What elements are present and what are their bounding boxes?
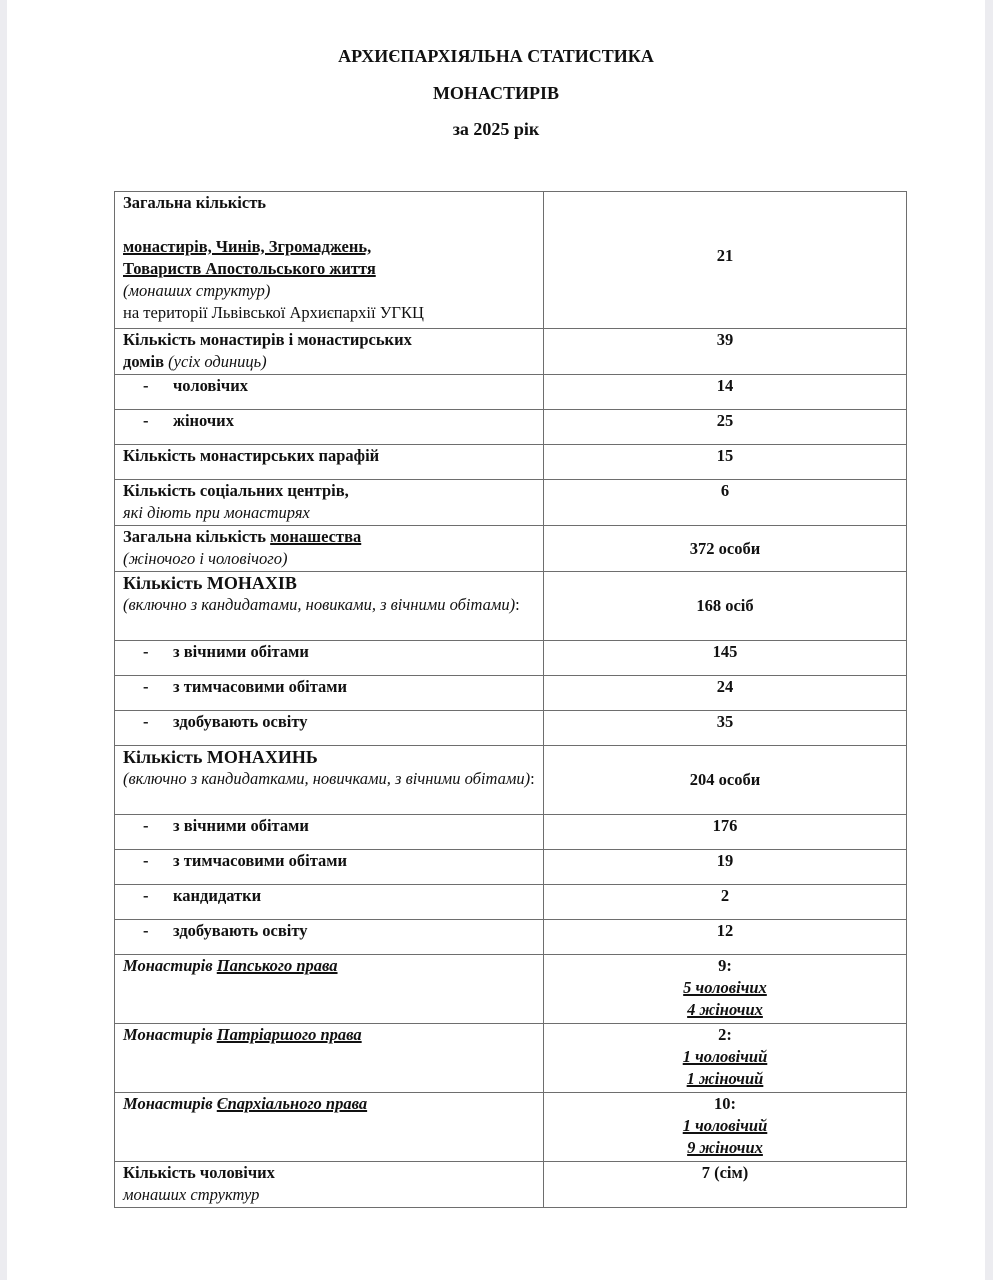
- table-row: [115, 445, 907, 480]
- label-text: жіночих: [173, 411, 234, 430]
- label-text: з тимчасовими обітами: [173, 677, 347, 696]
- row-value: [544, 955, 907, 1024]
- row-value: 6: [544, 480, 907, 526]
- row-label: [115, 375, 544, 410]
- row-value: 372 особи: [544, 526, 907, 572]
- row-value: 145: [544, 641, 907, 676]
- dash-marker: -: [143, 411, 149, 430]
- row-label: [115, 746, 544, 815]
- label-text: Кількість монастирів і монастирських: [123, 330, 412, 349]
- label-text: чоловічих: [173, 376, 248, 395]
- row-label: [115, 641, 544, 676]
- row-value: [544, 1024, 907, 1093]
- row-value: 7 (сім): [544, 1162, 907, 1208]
- table-row: [115, 480, 907, 526]
- label-note: (усіх одиниць): [168, 352, 267, 371]
- row-value: 12: [544, 920, 907, 955]
- label-text: Монастирів: [123, 1094, 217, 1113]
- table-row: [115, 1093, 907, 1162]
- table-row: [115, 375, 907, 410]
- value-breakdown: 5 чоловічих: [683, 978, 767, 997]
- label-text: Кількість МОНАХИНЬ: [123, 747, 318, 767]
- row-label: [115, 410, 544, 445]
- row-label: [115, 850, 544, 885]
- row-label: [115, 480, 544, 526]
- table-row: [115, 815, 907, 850]
- row-value: 2: [544, 885, 907, 920]
- table-row: [115, 850, 907, 885]
- statistics-table: [114, 191, 907, 1208]
- dash-marker: -: [143, 921, 149, 940]
- row-label: [115, 815, 544, 850]
- label-text: з тимчасовими обітами: [173, 851, 347, 870]
- label-text: Кількість чоловічих: [123, 1163, 275, 1182]
- row-value: 14: [544, 375, 907, 410]
- value-total: 9:: [718, 956, 732, 975]
- row-value: 24: [544, 676, 907, 711]
- dash-marker: -: [143, 886, 149, 905]
- label-text: з вічними обітами: [173, 642, 309, 661]
- table-row: [115, 572, 907, 641]
- label-note: (жіночого і чоловічого): [123, 549, 288, 568]
- label-text: з вічними обітами: [173, 816, 309, 835]
- row-label: [115, 1093, 544, 1162]
- label-text: домів: [123, 352, 165, 371]
- label-text: Загальна кількість: [123, 527, 271, 546]
- dash-marker: -: [143, 376, 149, 395]
- row-label: [115, 955, 544, 1024]
- dash-marker: -: [143, 851, 149, 870]
- document-page: [7, 0, 985, 1280]
- label-text: Монастирів: [123, 1025, 217, 1044]
- row-label: Кількість монастирських парафій: [115, 445, 544, 480]
- table-row: [115, 885, 907, 920]
- table-row: [115, 641, 907, 676]
- row-value: 204 особи: [544, 746, 907, 815]
- value-breakdown: 1 чоловічий: [682, 1047, 768, 1066]
- row-value: [544, 1093, 907, 1162]
- row-label: [115, 920, 544, 955]
- row-label: [115, 1162, 544, 1208]
- label-text: Загальна кількість: [123, 193, 267, 212]
- label-text: :: [515, 595, 520, 614]
- label-text: здобувають освіту: [173, 921, 308, 940]
- row-value: 21: [544, 192, 907, 329]
- row-label: [115, 572, 544, 641]
- label-text: здобувають освіту: [173, 712, 308, 731]
- label-note: (включно з кандидатками, новичками, з вічними обітами): [123, 769, 531, 788]
- value-total: 2:: [718, 1025, 732, 1044]
- label-text: кандидатки: [173, 886, 262, 905]
- label-text: Монастирів: [123, 956, 217, 975]
- row-value: 168 осіб: [544, 572, 907, 641]
- label-text: Патріаршого права: [216, 1025, 362, 1044]
- label-text: Кількість соціальних центрів,: [123, 481, 349, 500]
- row-label: [115, 329, 544, 375]
- table-row: [115, 526, 907, 572]
- table-row: [115, 711, 907, 746]
- table-row: [115, 329, 907, 375]
- label-note: (включно з кандидатами, новиками, з вічними обітами): [123, 595, 516, 614]
- row-label: [115, 526, 544, 572]
- label-text: Єпархіального права: [216, 1094, 368, 1113]
- table-row: [115, 920, 907, 955]
- row-value: 19: [544, 850, 907, 885]
- label-text: монастирів, Чинів, Згромаджень,: [123, 237, 372, 256]
- label-text: монашества: [270, 527, 362, 546]
- label-text: на території Львівської Архиєпархії УГКЦ: [123, 303, 424, 322]
- dash-marker: -: [143, 642, 149, 661]
- value-breakdown: 4 жіночих: [687, 1000, 763, 1019]
- table-row: [115, 1024, 907, 1093]
- table-row: [115, 955, 907, 1024]
- value-total: 10:: [714, 1094, 736, 1113]
- row-label: [115, 676, 544, 711]
- row-value: 15: [544, 445, 907, 480]
- document-title: АРХИЄПАРХІЯЛЬНА СТАТИСТИКА: [338, 46, 654, 66]
- document-year: за 2025 рік: [452, 119, 540, 139]
- label-text: Папського права: [216, 956, 338, 975]
- table-row: [115, 192, 907, 329]
- row-value: 35: [544, 711, 907, 746]
- row-label: [115, 711, 544, 746]
- value-breakdown: 1 жіночий: [686, 1069, 764, 1088]
- row-label: [115, 1024, 544, 1093]
- row-label: [115, 885, 544, 920]
- dash-marker: -: [143, 712, 149, 731]
- label-text: Товариств Апостольського життя: [123, 259, 376, 278]
- value-breakdown: 9 жіночих: [687, 1138, 763, 1157]
- value-breakdown: 1 чоловічий: [682, 1116, 768, 1135]
- label-text: Кількість МОНАХІВ: [123, 573, 297, 593]
- label-note: монаших структур: [123, 1185, 260, 1204]
- dash-marker: -: [143, 816, 149, 835]
- dash-marker: -: [143, 677, 149, 696]
- label-text: (монаших структур): [123, 281, 271, 300]
- row-label: [115, 192, 544, 329]
- row-value: 39: [544, 329, 907, 375]
- table-row: [115, 410, 907, 445]
- row-value: 176: [544, 815, 907, 850]
- row-value: 25: [544, 410, 907, 445]
- label-note: які діють при монастирях: [123, 503, 310, 522]
- table-row: [115, 746, 907, 815]
- table-row: [115, 1162, 907, 1208]
- document-subtitle: МОНАСТИРІВ: [432, 83, 560, 103]
- table-row: [115, 676, 907, 711]
- label-text: :: [530, 769, 535, 788]
